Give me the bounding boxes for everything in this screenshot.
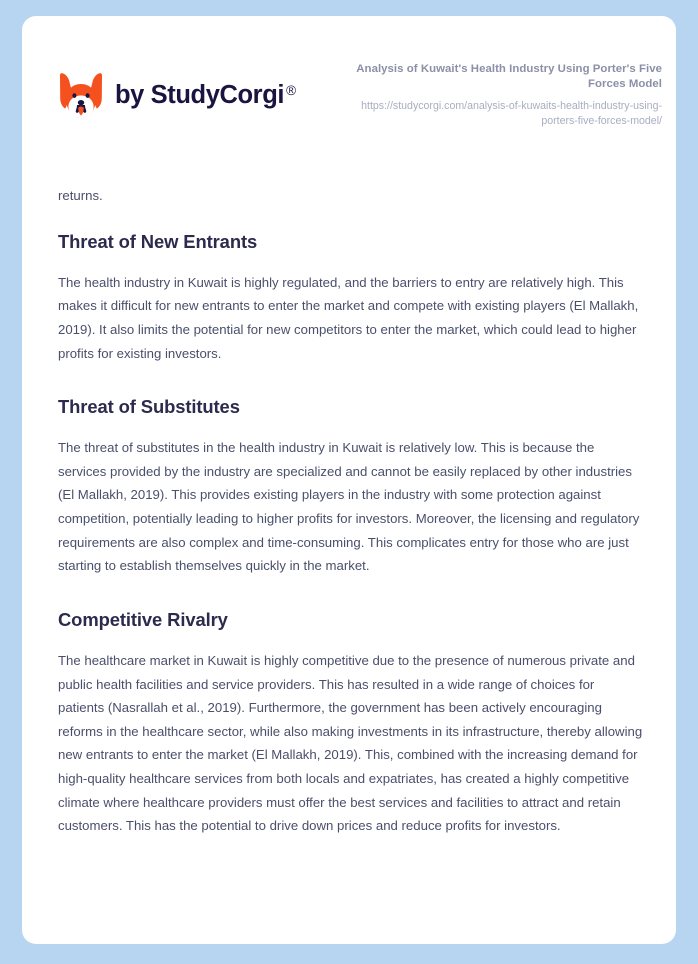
paragraph-substitutes: The threat of substitutes in the health industry in Kuwait is relatively low. This is because the services provided by the industry are specialized and cannot be easily replaced by other industries (El Mallakh, 2019). This provides existing players in the industry with some protection against competition, potentially leading to higher profits for investors. Moreover, the licensing and regulatory requirements are also complex and time-consuming. This complicates entry for those who are just starting to establish themselves quickly in the market. — [58, 440, 640, 574]
paragraph-new-entrants: The health industry in Kuwait is highly regulated, and the barriers to entry are relatively high. This makes it difficult for new entrants to enter the market and compete with existing players (El Mallakh, 2019). It also limits the potential for new competitors to enter the market, which could lead to higher profits for existing investors. — [58, 274, 639, 361]
continued-paragraph: returns. — [58, 188, 103, 203]
studycorgi-brand[interactable] — [58, 71, 296, 121]
article-body — [58, 184, 644, 862]
corgi-mascot-icon — [58, 71, 104, 121]
section-heading-threat-of-substitutes: Threat of Substitutes — [58, 396, 240, 418]
document-meta — [328, 62, 662, 129]
document-header — [22, 16, 676, 160]
document-page-card — [22, 16, 676, 944]
section-heading-competitive-rivalry: Competitive Rivalry — [58, 608, 228, 630]
paragraph-competitive-rivalry: The healthcare market in Kuwait is highly competitive due to the presence of numerous private and public health facilities and service providers. This has resulted in a wide range of choices for patients (Nasrallah et al., 2019). Furthermore, the government has been actively encouraging reforms in the healthcare sector, while also making investments in its infrastructure, thereby allowing new entrants to enter the market (El Mallakh, 2019). This, combined with the increasing demand for high-quality healthcare services from both locals and expatriates, has created a highly competitive climate where healthcare providers must offer the best services and facilities to attract and retain customers. This has the potential to drive down prices and reduce profits for investors. — [58, 652, 643, 834]
studycorgi-wordmark — [115, 83, 296, 109]
registered-trademark-symbol: ® — [286, 83, 297, 99]
document-title: Analysis of Kuwait's Health Industry Using Porter's Five Forces Model — [356, 62, 662, 90]
section-heading-threat-of-new-entrants: Threat of New Entrants — [58, 230, 258, 252]
document-source-url[interactable]: https://studycorgi.com/analysis-of-kuwaits-health-industry-using-porters-five-forces-model/ — [361, 100, 662, 127]
brand-name-text: by StudyCorgi — [115, 81, 285, 110]
